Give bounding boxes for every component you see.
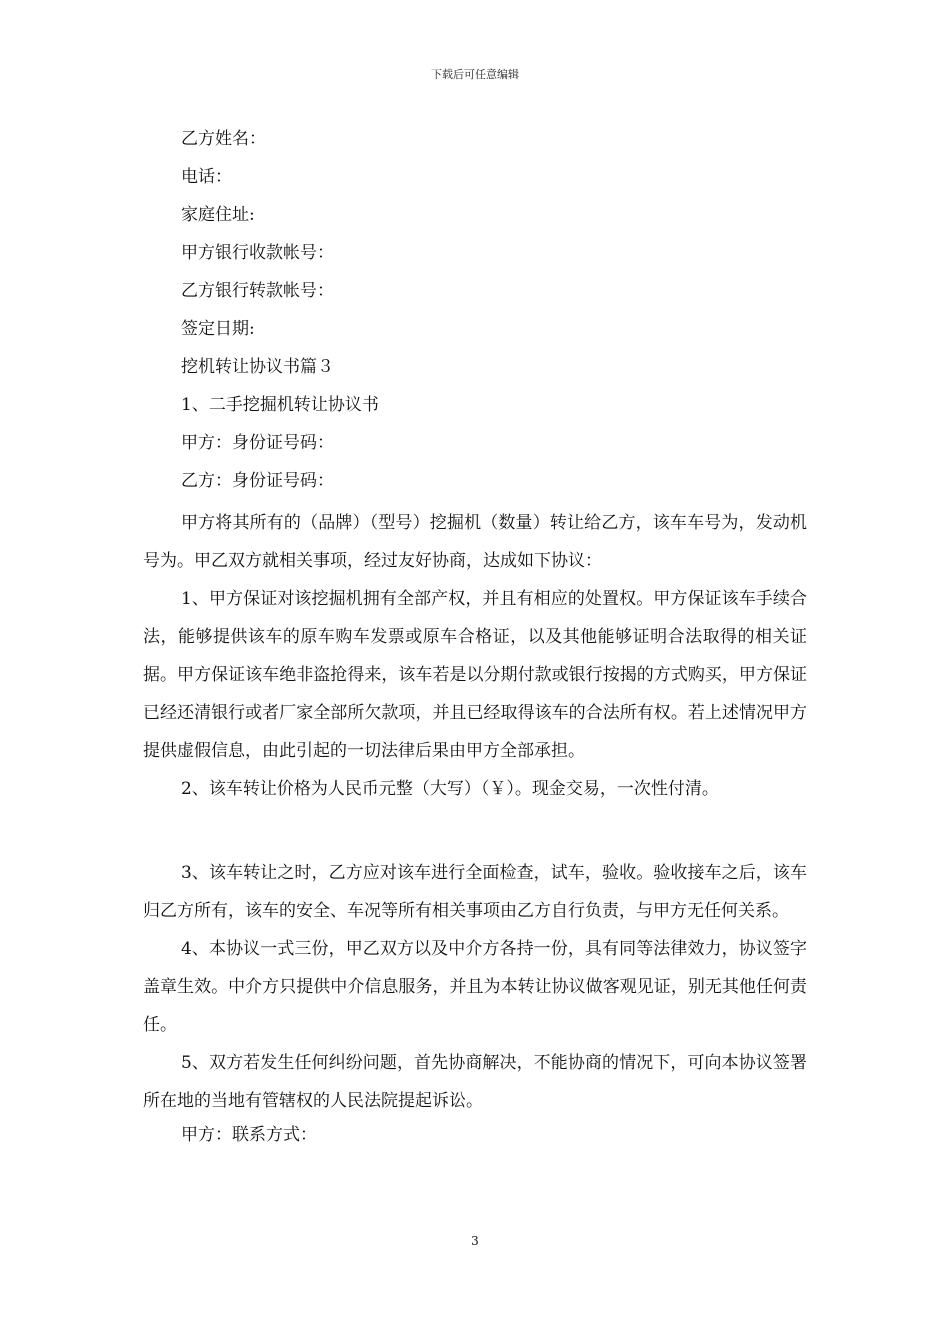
field-party-b-name: 乙方姓名： [181,129,266,149]
field-party-b-bank-account: 乙方银行转款帐号： [181,281,334,301]
clause-5: 5、双方若发生任何纠纷问题，首先协商解决，不能协商的情况下，可向本协议签署所在地的当地有管辖权的人民法院提起诉讼。 [143,1053,807,1111]
field-party-a-bank-account: 甲方银行收款帐号： [181,243,334,263]
blank-spacer [143,808,807,854]
field-signing-date: 签定日期: [181,319,255,339]
document-body [143,124,807,1158]
clause-1: 1、甲方保证对该挖掘机拥有全部产权，并且有相应的处置权。甲方保证该车手续合法，能够提供该车的原车购车发票或原车合格证，以及其他能够证明合法取得的相关证据。甲方保证该车绝非盗抢得来，该车若是以分期付款或银行按揭的方式购买，甲方保证已经还清银行或者厂家全部所欠款项，并且已经取得该车的合法所有权。若上述情况甲方提供虚假信息，由此引起的一切法律后果由甲方全部承担。 [143,589,807,761]
page-number: 3 [471,1234,479,1248]
clause-3: 3、该车转让之时，乙方应对该车进行全面检查，试车，验收。验收接车之后，该车归乙方所有，该车的安全、车况等所有相关事项由乙方自行负责，与甲方无任何关系。 [143,863,807,921]
clause-4: 4、本协议一式三份，甲乙双方以及中介方各持一份，具有同等法律效力，协议签字盖章生效。中介方只提供中介信息服务，并且为本转让协议做客观见证，别无其他任何责任。 [143,939,807,1035]
field-home-address: 家庭住址: [181,205,255,225]
clause-2: 2、该车转让价格为人民币元整（大写）（￥）。现金交易，一次性付清。 [181,779,719,799]
field-party-a-contact: 甲方：联系方式： [181,1125,317,1145]
field-party-a-id: 甲方：身份证号码： [181,433,334,453]
page-header: 下载后可任意编辑 [431,68,519,81]
field-party-b-id: 乙方：身份证号码： [181,471,334,491]
intro-paragraph: 甲方将其所有的（品牌）（型号）挖掘机（数量）转让给乙方，该车车号为，发动机号为。甲乙双方就相关事项，经过友好协商，达成如下协议： [143,513,807,571]
section-title: 挖机转让协议书篇３ [181,357,334,377]
subsection-title: 1、二手挖掘机转让协议书 [181,395,379,415]
field-phone: 电话： [181,167,232,187]
